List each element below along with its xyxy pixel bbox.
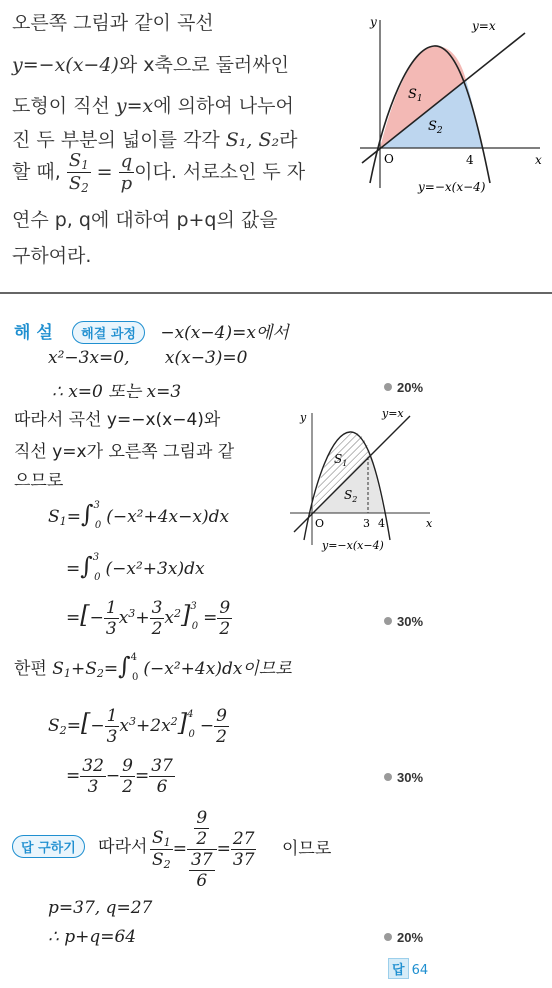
problem-line-3: 도형이 직선 y=x에 의하여 나누어	[12, 95, 294, 117]
problem-line-2: y=−x(x−4)와 x축으로 둘러싸인	[12, 54, 289, 76]
problem-line-7: 구하여라.	[12, 245, 92, 267]
s1-over-s2-fraction: $\frac{S_1}{S_2}$	[68, 150, 89, 195]
problem-line-6: 연수 p, q에 대하여 p+q의 값을	[12, 209, 278, 231]
solution-header: 해 설 해결 과정 −x(x−4)=x에서	[14, 323, 289, 343]
score-20-2: 20%	[384, 930, 423, 945]
svg-text:4: 4	[466, 153, 474, 167]
svg-text:y: y	[300, 411, 307, 424]
svg-text:x: x	[426, 517, 433, 530]
svg-text:O: O	[315, 517, 325, 530]
svg-text:y: y	[370, 15, 377, 29]
section-divider	[0, 292, 552, 294]
svg-text:S2: $S_2$	[428, 119, 443, 136]
svg-text:y=x: y=x	[382, 407, 404, 420]
svg-text:S2: $S_2$	[344, 488, 358, 504]
problem-line-5: 할 때, $\frac{S_1}{S_2}$ = $\frac{q}{p}$ 이다. 서로소인 두 자	[12, 150, 306, 195]
answer-badge: 답 구하기	[12, 835, 85, 858]
solution-line-6: 으므로	[14, 471, 64, 491]
svg-text:4: 4	[378, 517, 385, 530]
integral-s1-result: =[− $\frac{1}{3}$ $x^3+$ $\frac{3}{2}$ $x^2]^3_0$ = $\frac{9}{2}$	[66, 598, 231, 639]
s2-result-line: = $\frac{32}{3}$ − $\frac{9}{2}$ = $\frac{37}{6}$	[66, 756, 173, 797]
solution-line-5: 직선 y=x가 오른쪽 그림과 같	[14, 442, 235, 462]
answer-tag: 답 64	[388, 958, 428, 979]
svg-text:S1: $S_1$	[408, 87, 423, 104]
svg-text:y=x: y=x	[472, 19, 496, 33]
integral-s1-line1: $S_1=\int^3_0$ (−x²+4x−x)dx	[48, 500, 230, 531]
pq-values: p=37, q=27	[48, 898, 153, 918]
answer-fraction: $\frac{S_1}{S_2}$ = $\frac{\frac{9}{2}}{\frac{37}{6}}$ = $\frac{27}{37}$	[152, 808, 255, 891]
integral-s1-line2: =∫$^3_0$ (−x²+3x)dx	[66, 552, 205, 583]
answer-imeuro: 이므로	[282, 839, 332, 859]
solution-figure	[280, 405, 440, 555]
svg-text:x: x	[535, 153, 542, 167]
solution-line-4: 따라서 곡선 y=−x(x−4)와	[14, 410, 221, 430]
svg-text:y=−x(x−4): y=−x(x−4)	[322, 539, 384, 552]
step-badge: 해결 과정	[72, 321, 145, 344]
svg-text:3: 3	[363, 517, 370, 530]
s2-bracket-line: $S_2=[-$ $\frac{1}{3}$ $x^3+2x^2]^4_0$ − $\frac{9}{2}$	[48, 706, 227, 747]
problem-figure	[340, 8, 550, 198]
answer-step-line: 답 구하기 따라서	[12, 832, 147, 858]
score-30-2: 30%	[384, 770, 423, 785]
problem-line-4: 진 두 부분의 넓이를 각각 S₁, S₂라	[12, 129, 298, 151]
solution-roots: ∴ x=0 또는 x=3	[52, 382, 182, 402]
svg-text:O: O	[384, 152, 394, 166]
svg-text:y=−x(x−4): y=−x(x−4)	[418, 180, 486, 194]
q-over-p-fraction: $\frac{q}{p}$	[120, 150, 133, 194]
score-20-1: 20%	[384, 380, 423, 395]
s1-plus-s2-line: 한편 $S_1+S_2=\int^4_0$ (−x²+4x)dx이므로	[14, 652, 292, 683]
final-answer: ∴ p+q=64	[48, 927, 137, 947]
problem-line-1: 오른쪽 그림과 같이 곡선	[12, 12, 214, 34]
svg-text:S1: $S_1$	[334, 452, 348, 468]
score-30-1: 30%	[384, 614, 423, 629]
solution-eq-1: x²−3x=0, x(x−3)=0	[48, 348, 248, 368]
